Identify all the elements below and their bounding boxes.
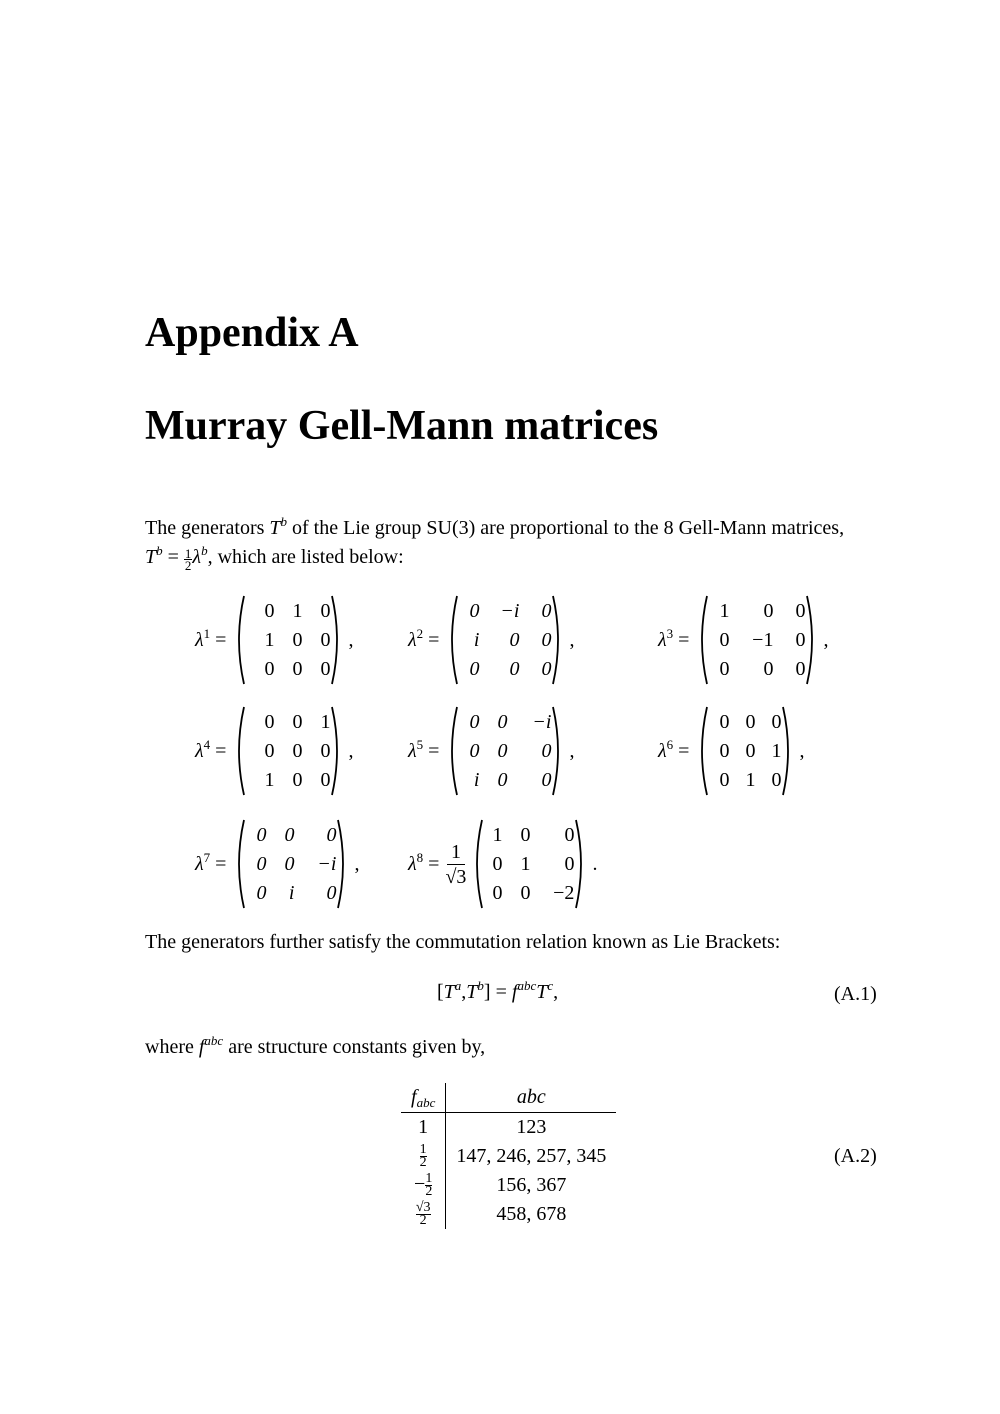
matrix-lambda-5: $\lambda^5$ = 0 0 −i 0 0 0 i 0 0 , bbox=[408, 705, 574, 797]
matrix-lambda-7: $\lambda^7$ = 0 0 0 0 0 −i 0 i 0 , bbox=[195, 818, 359, 910]
half-fraction: $\frac{1}{2}$ bbox=[184, 546, 192, 573]
left-paren bbox=[232, 705, 246, 797]
intro-paragraph: The generators $T^b$ of the Lie group SU(3) are proportional to the 8 Gell-Mann matrices, $T^b$ = $\frac{1}{2}$ $\lambda^b$, which are listed below: bbox=[145, 514, 845, 573]
right-paren bbox=[336, 818, 350, 910]
right-paren bbox=[551, 705, 565, 797]
right-paren bbox=[330, 594, 344, 686]
left-paren bbox=[232, 594, 246, 686]
left-paren bbox=[445, 594, 459, 686]
matrix-lambda-1: $\lambda^1$ = 0 1 0 1 0 0 0 0 0 , bbox=[195, 594, 353, 686]
equation-a1: $[T^a,T^b] = f^{abc}T^c$, bbox=[437, 978, 559, 1003]
matrix-lambda-8: $\lambda^8$ = $\frac{1}{√3}$ 1 0 0 0 1 0 0 0 −2 . bbox=[408, 818, 597, 910]
right-paren bbox=[805, 594, 819, 686]
table-row: $\frac{√3}{2}$ 458, 678 bbox=[401, 1200, 616, 1229]
right-paren bbox=[551, 594, 565, 686]
left-paren bbox=[470, 818, 484, 910]
equation-number-a2: (A.2) bbox=[834, 1145, 877, 1167]
structure-constants-table bbox=[401, 1083, 616, 1229]
chapter-title: Murray Gell-Mann matrices bbox=[145, 403, 659, 449]
prefactor-fraction: $\frac{1}{√3}$ bbox=[445, 840, 467, 888]
left-paren bbox=[695, 594, 709, 686]
right-paren bbox=[574, 818, 588, 910]
right-paren bbox=[781, 705, 795, 797]
matrix-lambda-2: $\lambda^2$ = 0 −i 0 i 0 0 0 0 0 , bbox=[408, 594, 574, 686]
table-row: $\frac{1}{2}$ 147, 246, 257, 345 bbox=[401, 1142, 616, 1171]
table-row: 1 123 bbox=[401, 1113, 616, 1143]
matrix-lambda-4: $\lambda^4$ = 0 0 1 0 0 0 1 0 0 , bbox=[195, 705, 353, 797]
structure-text: where $f^{abc}$ are structure constants given by, bbox=[145, 1033, 486, 1058]
appendix-label: Appendix A bbox=[145, 310, 359, 356]
left-paren bbox=[232, 818, 246, 910]
equation-number-a1: (A.1) bbox=[834, 983, 877, 1005]
commutation-text: The generators further satisfy the commutation relation known as Lie Brackets: bbox=[145, 931, 781, 953]
table-header: $f_{abc}$ abc bbox=[401, 1083, 616, 1113]
left-paren bbox=[695, 705, 709, 797]
matrix-lambda-3: $\lambda^3$ = 1 0 0 0 −1 0 0 0 0 , bbox=[658, 594, 828, 686]
table-row: − $\frac{1}{2}$ 156, 367 bbox=[401, 1171, 616, 1200]
matrix-lambda-6: $\lambda^6$ = 0 0 0 0 0 1 0 1 0 , bbox=[658, 705, 804, 797]
right-paren bbox=[330, 705, 344, 797]
left-paren bbox=[445, 705, 459, 797]
